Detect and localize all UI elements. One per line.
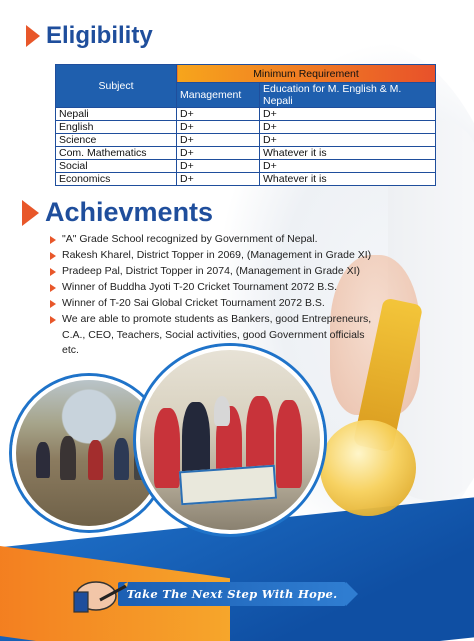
list-item bbox=[48, 232, 378, 248]
management-cell: D+ bbox=[177, 173, 260, 186]
achievement-text: We are able to promote students as Bankers, good Entrepreneurs, C.A., CEO, Teachers, Social activities, good Government officials etc. bbox=[62, 313, 372, 356]
management-cell: D+ bbox=[177, 160, 260, 173]
table-row bbox=[56, 121, 436, 134]
tagline-arrow-icon bbox=[346, 582, 358, 606]
person-figure bbox=[60, 436, 76, 480]
eligibility-title: Eligibility bbox=[46, 22, 153, 49]
education-cell: Whatever it is bbox=[260, 173, 436, 186]
table-row bbox=[56, 160, 436, 173]
achievement-text: Winner of T-20 Sai Global Cricket Tournament 2072 B.S. bbox=[62, 297, 325, 309]
management-cell: D+ bbox=[177, 108, 260, 121]
subject-cell: Social bbox=[56, 160, 177, 173]
eligibility-table bbox=[55, 64, 436, 186]
bullet-arrow-icon bbox=[50, 284, 56, 292]
management-cell: D+ bbox=[177, 147, 260, 160]
table-row bbox=[56, 147, 436, 160]
person-figure bbox=[88, 440, 103, 480]
person-figure bbox=[114, 438, 129, 480]
table-row bbox=[56, 173, 436, 186]
management-cell: D+ bbox=[177, 121, 260, 134]
heading-arrow-icon bbox=[22, 200, 39, 226]
gold-medal-image bbox=[320, 420, 416, 516]
subject-cell: Com. Mathematics bbox=[56, 147, 177, 160]
education-cell: D+ bbox=[260, 121, 436, 134]
table-row bbox=[56, 108, 436, 121]
bullet-arrow-icon bbox=[50, 252, 56, 260]
bullet-arrow-icon bbox=[50, 316, 56, 324]
list-item bbox=[48, 280, 378, 296]
cheque-banner bbox=[179, 465, 277, 506]
education-header: Education for M. English & M. Nepali bbox=[260, 83, 436, 108]
achievements-heading bbox=[22, 197, 213, 228]
person-figure bbox=[154, 408, 180, 488]
subject-cell: Economics bbox=[56, 173, 177, 186]
trophy-team-photo bbox=[136, 346, 324, 534]
eligibility-heading bbox=[26, 22, 153, 50]
person-figure bbox=[276, 400, 302, 488]
heading-arrow-icon bbox=[26, 25, 40, 47]
subject-cell: Nepali bbox=[56, 108, 177, 121]
management-header: Management bbox=[177, 83, 260, 108]
table-row bbox=[56, 134, 436, 147]
minimum-requirement-header: Minimum Requirement bbox=[177, 65, 436, 83]
subject-header: Subject bbox=[56, 65, 177, 108]
trophy bbox=[214, 396, 230, 426]
subject-cell: Science bbox=[56, 134, 177, 147]
education-cell: D+ bbox=[260, 160, 436, 173]
pen-hand-icon bbox=[70, 570, 128, 618]
bullet-arrow-icon bbox=[50, 236, 56, 244]
achievement-text: Rakesh Kharel, District Topper in 2069, (Management in Grade XI) bbox=[62, 249, 372, 261]
education-cell: D+ bbox=[260, 134, 436, 147]
subject-cell: English bbox=[56, 121, 177, 134]
person-figure bbox=[36, 442, 50, 478]
tagline-text: Take The Next Step With Hope. bbox=[126, 587, 338, 601]
management-cell: D+ bbox=[177, 134, 260, 147]
achievements-title: Achievments bbox=[45, 197, 214, 227]
list-item bbox=[48, 248, 378, 264]
education-cell: Whatever it is bbox=[260, 147, 436, 160]
achievements-list bbox=[48, 232, 378, 359]
bullet-arrow-icon bbox=[50, 268, 56, 276]
list-item bbox=[48, 296, 378, 312]
achievement-text: Winner of Buddha Jyoti T-20 Cricket Tournament 2072 B.S. bbox=[62, 281, 338, 293]
bullet-arrow-icon bbox=[50, 300, 56, 308]
list-item bbox=[48, 264, 378, 280]
tagline-banner bbox=[118, 582, 346, 606]
achievement-text: Pradeep Pal, District Topper in 2074, (Management in Grade XI) bbox=[62, 265, 361, 277]
achievement-text: "A" Grade School recognized by Government of Nepal. bbox=[62, 233, 318, 245]
education-cell: D+ bbox=[260, 108, 436, 121]
